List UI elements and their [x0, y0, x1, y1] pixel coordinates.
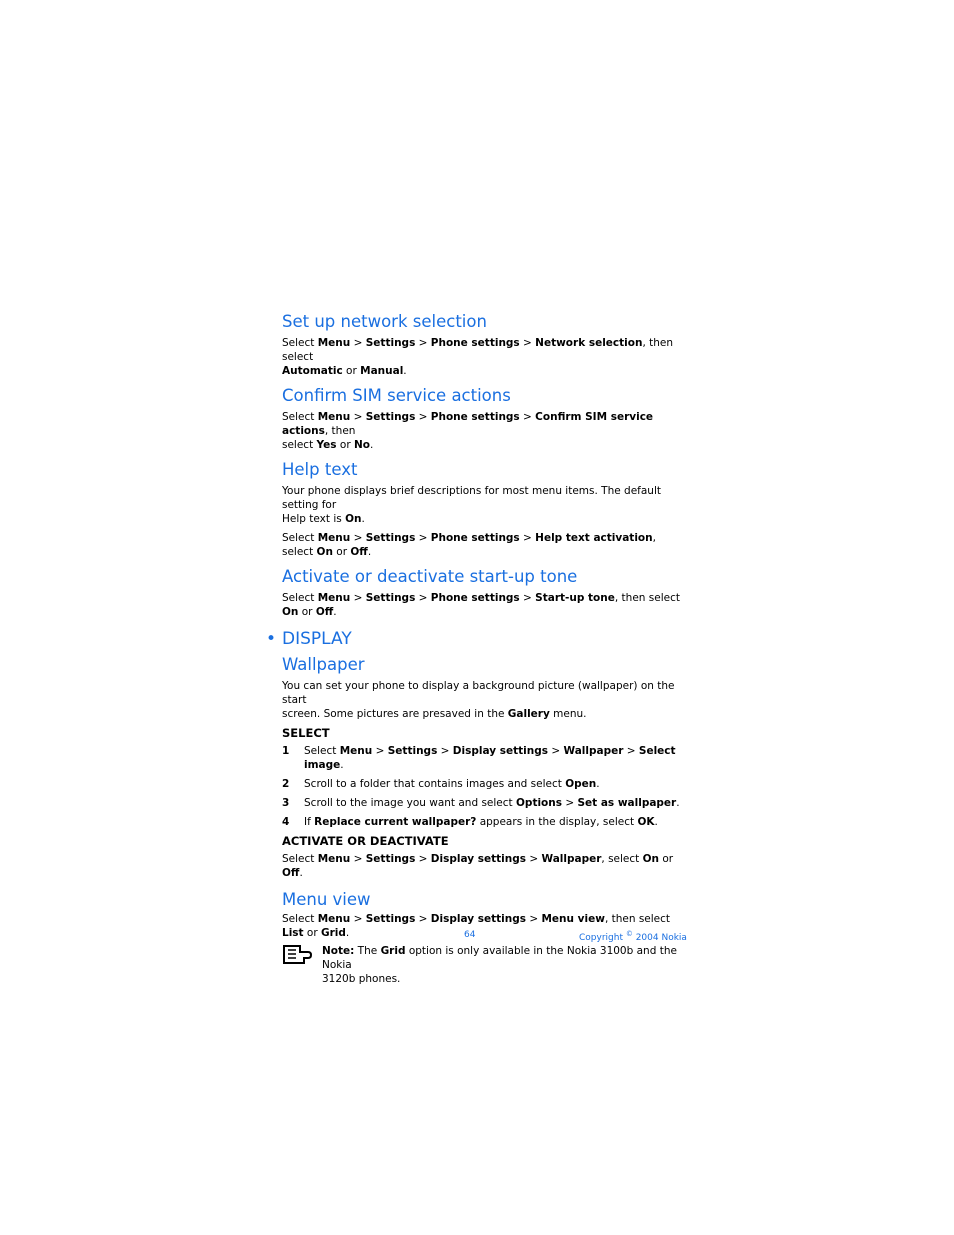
- section-startup-tone: [282, 565, 682, 619]
- step-1: 1 Select Menu > Settings > Display settings > Wallpaper > Select image.: [282, 745, 676, 771]
- wallpaper-steps: [282, 744, 682, 829]
- note-hand-icon: [282, 944, 312, 966]
- startup-tone-instructions: Select Menu > Settings > Phone settings > Start-up tone, then select On or Off.: [282, 592, 680, 618]
- copyright: Copyright © 2004 Nokia: [579, 930, 687, 943]
- section-help-text: [282, 458, 682, 559]
- section-display: [266, 627, 682, 651]
- section-wallpaper: [282, 653, 682, 880]
- bullet-icon: •: [266, 629, 277, 649]
- subheading-select: SELECT: [282, 726, 330, 740]
- heading-display: • DISPLAY: [266, 629, 352, 649]
- network-selection-instructions: Select Menu > Settings > Phone settings > Network selection, then select Automatic or Manual.: [282, 337, 674, 377]
- section-confirm-sim: [282, 384, 682, 452]
- wallpaper-activate-instructions: Select Menu > Settings > Display settings > Wallpaper, select On or Off.: [282, 853, 674, 879]
- step-3: 3 Scroll to the image you want and select Options > Set as wallpaper.: [282, 797, 680, 809]
- heading-wallpaper: Wallpaper: [282, 655, 365, 674]
- heading-confirm-sim: Confirm SIM service actions: [282, 386, 511, 405]
- heading-startup-tone: Activate or deactivate start-up tone: [282, 567, 578, 586]
- subheading-activate-deactivate: ACTIVATE OR DEACTIVATE: [282, 834, 449, 848]
- step-2: 2 Scroll to a folder that contains images and select Open.: [282, 778, 600, 790]
- help-text-description: Your phone displays brief descriptions for most menu items. The default setting for Help text is On.: [282, 485, 661, 525]
- note-box: Note: The Grid option is only available in the Nokia 3100b and the Nokia 3120b phones.: [282, 944, 682, 986]
- menu-view-instructions: Select Menu > Settings > Display settings > Menu view, then select List or Grid.: [282, 913, 671, 939]
- page-number: 64: [464, 930, 476, 940]
- section-network-selection: [282, 310, 682, 378]
- step-4: 4 If Replace current wallpaper? appears in the display, select OK.: [282, 816, 658, 828]
- heading-network-selection: Set up network selection: [282, 312, 487, 331]
- help-text-instructions: Select Menu > Settings > Phone settings > Help text activation, select On or Off.: [282, 532, 656, 558]
- page-content: [266, 310, 682, 986]
- wallpaper-description: You can set your phone to display a background picture (wallpaper) on the start screen. Some pictures are presaved in the Gallery menu.: [282, 680, 675, 720]
- heading-menu-view: Menu view: [282, 890, 371, 909]
- confirm-sim-instructions: Select Menu > Settings > Phone settings > Confirm SIM service actions, then select Yes or No.: [282, 411, 654, 451]
- heading-help-text: Help text: [282, 460, 358, 479]
